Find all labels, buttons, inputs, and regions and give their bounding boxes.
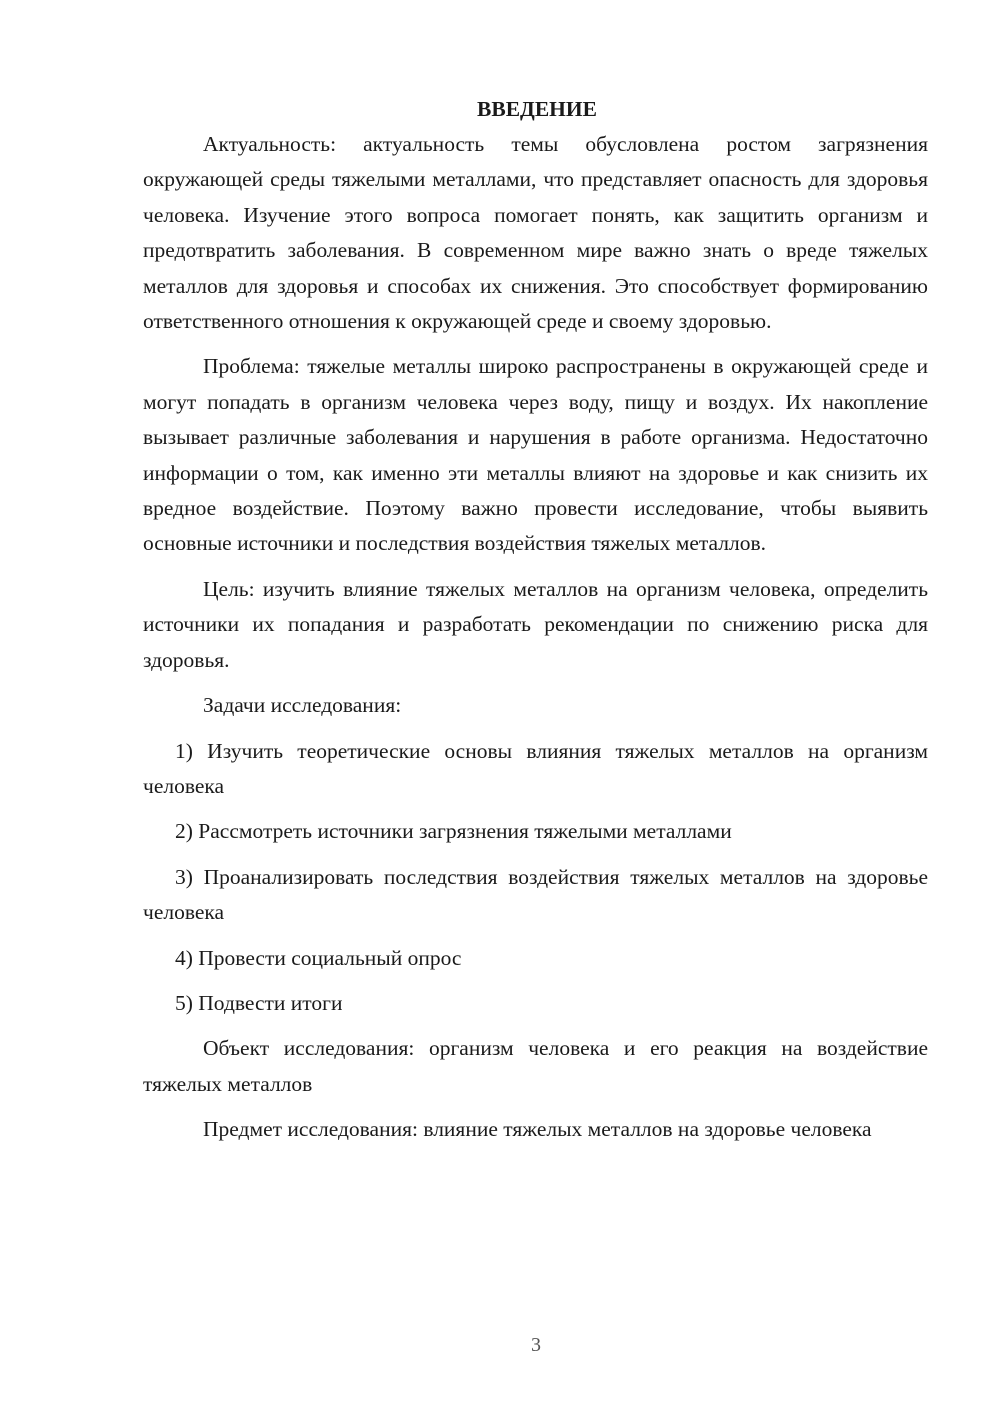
relevance-paragraph: Актуальность: актуальность темы обусловлена ростом загрязнения окружающей среды тяжелыми металлами, что представляет опасность для здоровья человека. Изучение этого вопроса помогает понять, как защитить организм и предотвратить заболевания. В современном мире важно знать о вреде тяжелых металлов для здоровья и способах их снижения. Это способствует формированию ответственного отношения к окружающей среде и своему здоровью. xyxy=(143,132,928,334)
task-item-4: 4) Провести социальный опрос xyxy=(175,945,462,970)
page-number: 3 xyxy=(531,1334,541,1356)
research-object-paragraph: Объект исследования: организм человека и его реакция на воздействие тяжелых металлов xyxy=(143,1036,928,1096)
page-content xyxy=(143,92,928,1158)
task-item-3: 3) Проанализировать последствия воздействия тяжелых металлов на здоровье человека xyxy=(143,864,928,925)
research-subject-paragraph: Предмет исследования: влияние тяжелых металлов на здоровье человека xyxy=(203,1117,872,1142)
task-item-2: 2) Рассмотреть источники загрязнения тяжелыми металлами xyxy=(175,819,732,844)
tasks-heading: Задачи исследования: xyxy=(203,693,402,718)
goal-paragraph: Цель: изучить влияние тяжелых металлов на организм человека, определить источники их попадания и разработать рекомендации по снижению риска для здоровья. xyxy=(143,576,928,672)
task-item-5: 5) Подвести итоги xyxy=(175,990,343,1015)
problem-paragraph: Проблема: тяжелые металлы широко распространены в окружающей среде и могут попадать в организм человека через воду, пищу и воздух. Их накопление вызывает различные заболевания и нарушения в работе организма. Недостаточно информации о том, как именно эти металлы влияют на здоровье и как снизить их вредное воздействие. Поэтому важно провести исследование, чтобы выявить основные источники и последствия воздействия тяжелых металлов. xyxy=(143,354,928,556)
section-title: ВВЕДЕНИЕ xyxy=(477,97,597,121)
task-item-1: 1) Изучить теоретические основы влияния тяжелых металлов на организм человека xyxy=(143,738,928,798)
